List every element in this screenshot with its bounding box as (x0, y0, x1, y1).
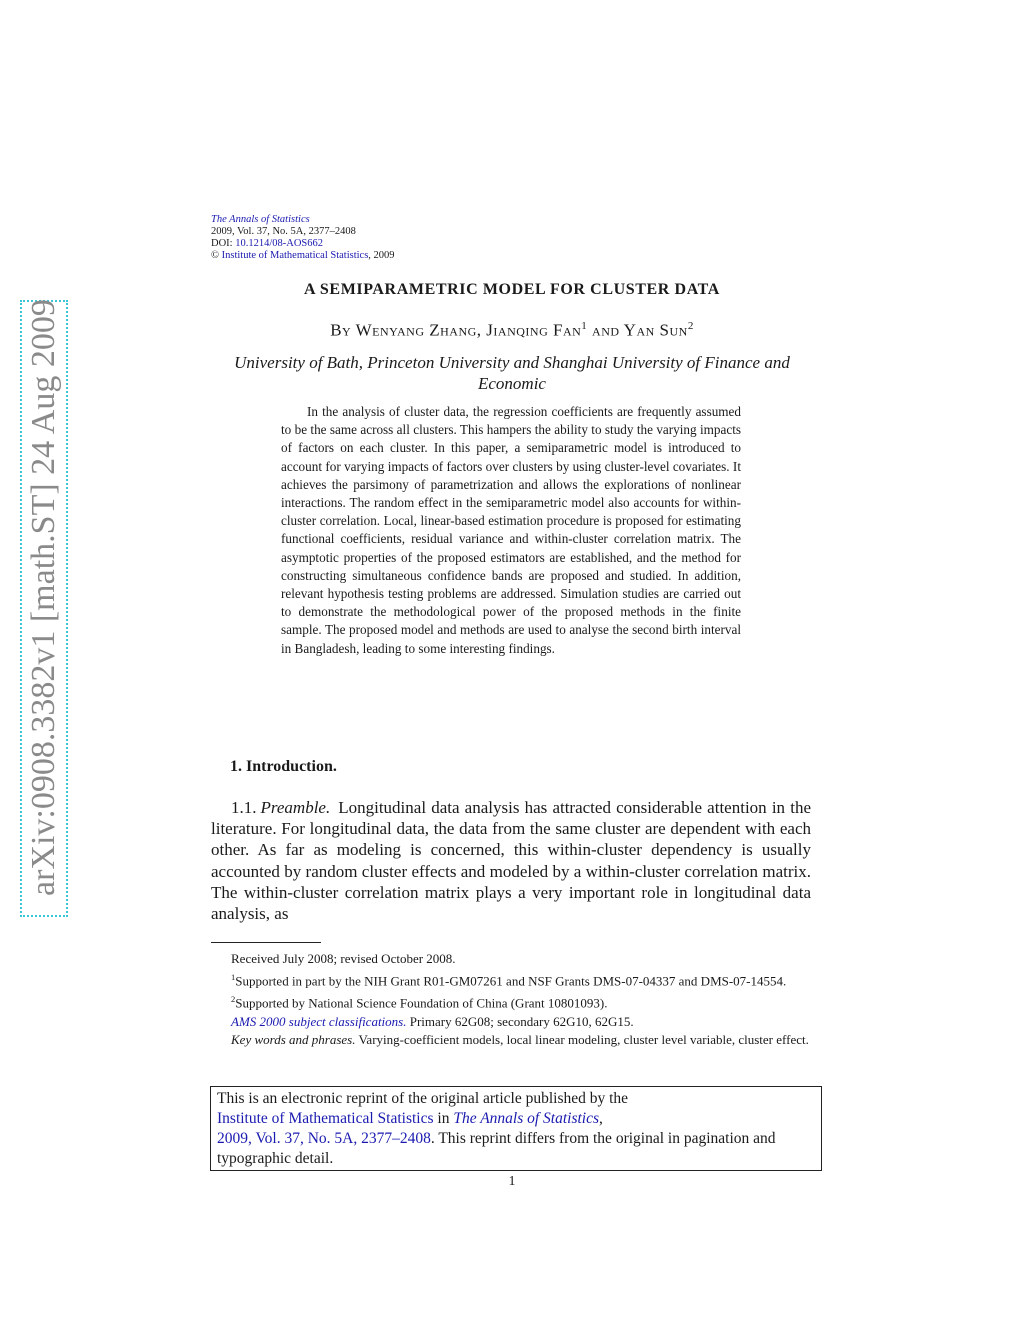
doi-link[interactable]: 10.1214/08-AOS662 (235, 238, 324, 249)
reprint-institute-link[interactable]: Institute of Mathematical Statistics (217, 1110, 434, 1127)
keywords-text: Varying-coefficient models, local linear modeling, cluster level variable, cluster effect. (355, 1031, 809, 1047)
footnote-1-mark: 1 (231, 972, 236, 982)
author-footnote-2: 2 (687, 320, 694, 332)
reprint-journal-link[interactable]: The Annals of Statistics (453, 1110, 600, 1127)
arxiv-identifier[interactable]: arXiv:0908.3382v1 [math.ST] 24 Aug 2009 (25, 299, 62, 896)
subsection-number: 1.1. (231, 798, 257, 817)
copyright-year: , 2009 (368, 250, 395, 261)
footnote-divider (211, 942, 321, 943)
affiliation: University of Bath, Princeton University and Shanghai University of Finance and Economic (234, 353, 790, 393)
reprint-line1: This is an electronic reprint of the original article published by the (217, 1090, 629, 1107)
subsection-title: Preamble. (260, 798, 331, 817)
reprint-in: in (433, 1110, 454, 1127)
keywords (211, 1031, 811, 1049)
copyright-icon: © (211, 250, 219, 261)
page-number: 1 (508, 1174, 516, 1189)
doi-label: DOI: (211, 238, 233, 249)
body-text: Longitudinal data analysis has attracted considerable attention in the literature. For longitudinal data, the data from the same cluster are dependent with each other. As far as modeling is concerned, this within-cluster dependency is usually accounted by random cluster effects and modeled by a within-cluster correlation matrix. The within-cluster correlation matrix plays a very important role in longitudinal data analysis, as (211, 798, 811, 924)
journal-name-link[interactable]: The Annals of Statistics (211, 214, 310, 225)
received-note: Received July 2008; revised October 2008. (231, 951, 456, 966)
reprint-notice (210, 1086, 822, 1171)
journal-volume: 2009, Vol. 37, No. 5A, 2377–2408 (211, 226, 356, 237)
authors-middle: and Yan Sun (587, 320, 688, 340)
author-footnote-1: 1 (581, 320, 588, 332)
section-heading: 1. Introduction. (230, 758, 337, 775)
footnote-2 (211, 990, 811, 1012)
authors-prefix: By Wenyang Zhang, Jianqing Fan (330, 320, 582, 340)
reprint-rest: . This reprint differs from the original in pagination and typographic detail. (217, 1130, 776, 1167)
doi-line (211, 238, 395, 250)
footnote-2-text: Supported by National Science Foundation of China (Grant 10801093). (235, 995, 608, 1011)
ams-text: Primary 62G08; secondary 62G10, 62G15. (406, 1013, 634, 1029)
footnote-1-text: Supported in part by the NIH Grant R01-GM07261 and NSF Grants DMS-07-04337 and DMS-07-14554. (235, 973, 787, 989)
reprint-comma: , (599, 1110, 603, 1127)
institute-link[interactable]: Institute of Mathematical Statistics (221, 250, 369, 261)
body-paragraph (211, 797, 811, 924)
reprint-citation-link[interactable]: 2009, Vol. 37, No. 5A, 2377–2408 (217, 1130, 431, 1147)
journal-header (211, 214, 395, 262)
ams-classification (211, 1013, 811, 1031)
ams-link[interactable]: AMS 2000 subject classifications. (231, 1013, 407, 1029)
footnote-2-mark: 2 (231, 994, 236, 1005)
abstract: In the analysis of cluster data, the regression coefficients are frequently assumed to be the same across all clusters. This hampers the ability to study the varying impacts of factors on each cluster. In this paper, a semiparametric model is introduced to account for varying impacts of factors over clusters by using cluster-level covariates. It achieves the parsimony of parametrization and allows the explorations of nonlinear interactions. The random effect in the semiparametric model also accounts for within-cluster correlation. Local, linear-based estimation procedure is proposed for estimating functional coefficients, residual variance and within-cluster correlation matrix. The asymptotic properties of the proposed estimators are established, and the method for constructing simultaneous confidence bands are proposed and studied. In addition, relevant hypothesis testing problems are addressed. Simulation studies are carried out to demonstrate the methodological power of the proposed methods in the finite sample. The proposed model and methods are used to analyse the second birth interval in Bangladesh, leading to some interesting findings. (281, 404, 741, 656)
footnotes (211, 950, 811, 1049)
copyright-line (211, 250, 395, 262)
author-line (0, 320, 1024, 341)
keywords-label: Key words and phrases. (231, 1031, 356, 1047)
paper-title: A SEMIPARAMETRIC MODEL FOR CLUSTER DATA (304, 281, 720, 298)
footnote-1 (211, 968, 811, 990)
